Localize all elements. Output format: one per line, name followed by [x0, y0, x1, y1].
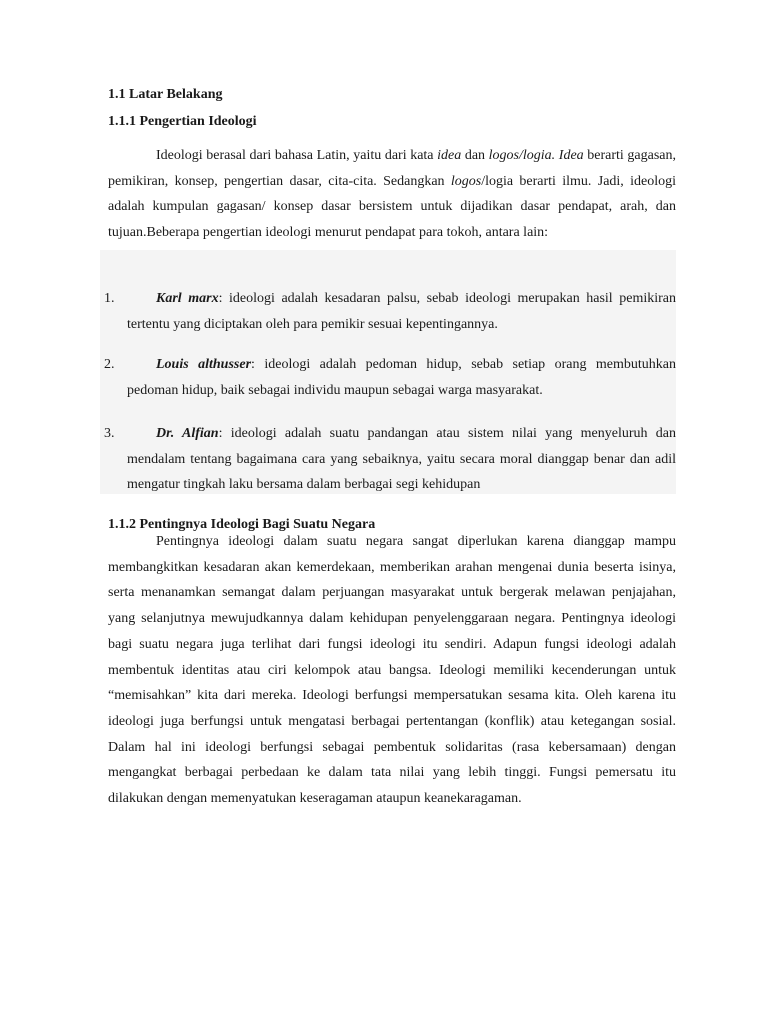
definition-number: 1. — [104, 291, 115, 306]
intro-text-4: /logia berarti ilmu. Jadi, ideologi adalah kumpulan gagasan/ konsep dasar bersistem untuk dijadikan dasar pendapat, arah, dan tujuan.Beberapa pengertian ideologi menurut pendapat para tokoh, antara lain: — [108, 173, 676, 240]
definition-number: 3. — [104, 426, 115, 441]
definition-text — [127, 352, 676, 403]
definition-item — [100, 286, 676, 337]
definition-item — [100, 352, 676, 403]
intro-italic-idea: idea — [437, 148, 462, 163]
heading-latar-belakang: 1.1 Latar Belakang — [108, 87, 223, 102]
definition-text — [127, 286, 676, 337]
definition-term: Louis althusser — [156, 357, 252, 372]
heading-pengertian-ideologi: 1.1.1 Pengertian Ideologi — [108, 114, 257, 129]
definition-term: Dr. Alfian — [156, 426, 219, 441]
intro-paragraph — [108, 143, 676, 245]
definition-term: Karl marx — [156, 291, 219, 306]
intro-italic-logos-logia: logos/logia. Idea — [488, 148, 584, 163]
heading-pentingnya-ideologi: 1.1.2 Pentingnya Ideologi Bagi Suatu Negara — [108, 517, 376, 532]
definition-body: : ideologi adalah suatu pandangan atau sistem nilai yang menyeluruh dan mendalam tentang bagaimana cara yang sebaiknya, yaitu secara moral dianggap benar dan adil mengatur tingkah laku bersama dalam berbagai segi kehidupan — [127, 426, 676, 492]
definition-item — [100, 421, 676, 498]
intro-italic-logos: logos — [450, 173, 482, 189]
definition-text — [127, 421, 676, 498]
definition-body: : ideologi adalah kesadaran palsu, sebab ideologi merupakan hasil pemikiran tertentu yang diciptakan oleh para pemikir sesuai kepentingannya. — [127, 291, 677, 332]
intro-text-3: berarti gagasan, pemikiran, konsep, pengertian dasar, cita-cita. Sedangkan — [108, 148, 677, 189]
intro-text-1: Ideologi berasal dari bahasa Latin, yaitu dari kata — [156, 148, 438, 163]
section2-paragraph: Pentingnya ideologi dalam suatu negara sangat diperlukan karena dianggap mampu membangkitkan kesadaran akan kemerdekaan, memberikan arahan mengenai dunia beserta isinya, serta menanamkan semangat dalam perjuangan masyarakat untuk bergerak melawan penjajahan, yang selanjutnya mewujudkannya dalam kehidupan penyelenggaraan negara. Pentingnya ideologi bagi suatu negara juga terlihat dari fungsi ideologi itu sendiri. Adapun fungsi ideologi adalah membentuk identitas atau ciri kelompok atau bangsa. Ideologi memiliki kecenderungan untuk “memisahkan” kita dari mereka. Ideologi berfungsi mempersatukan sesama kita. Oleh karena itu ideologi juga berfungsi untuk mengatasi berbagai pertentangan (konflik) atau ketegangan sosial. Dalam hal ini ideologi berfungsi sebagai pembentuk solidaritas (rasa kebersamaan) dengan mengangkat berbagai perbedaan ke dalam tata nilai yang lebih tinggi. Fungsi pemersatu itu dilakukan dengan memenyatukan keseragaman ataupun keanekaragaman. — [108, 534, 676, 807]
definition-number: 2. — [104, 357, 115, 372]
intro-text-2: dan — [461, 148, 489, 163]
definition-body: : ideologi adalah pedoman hidup, sebab setiap orang membutuhkan pedoman hidup, baik sebagai individu maupun sebagai warga masyarakat. — [127, 357, 677, 398]
